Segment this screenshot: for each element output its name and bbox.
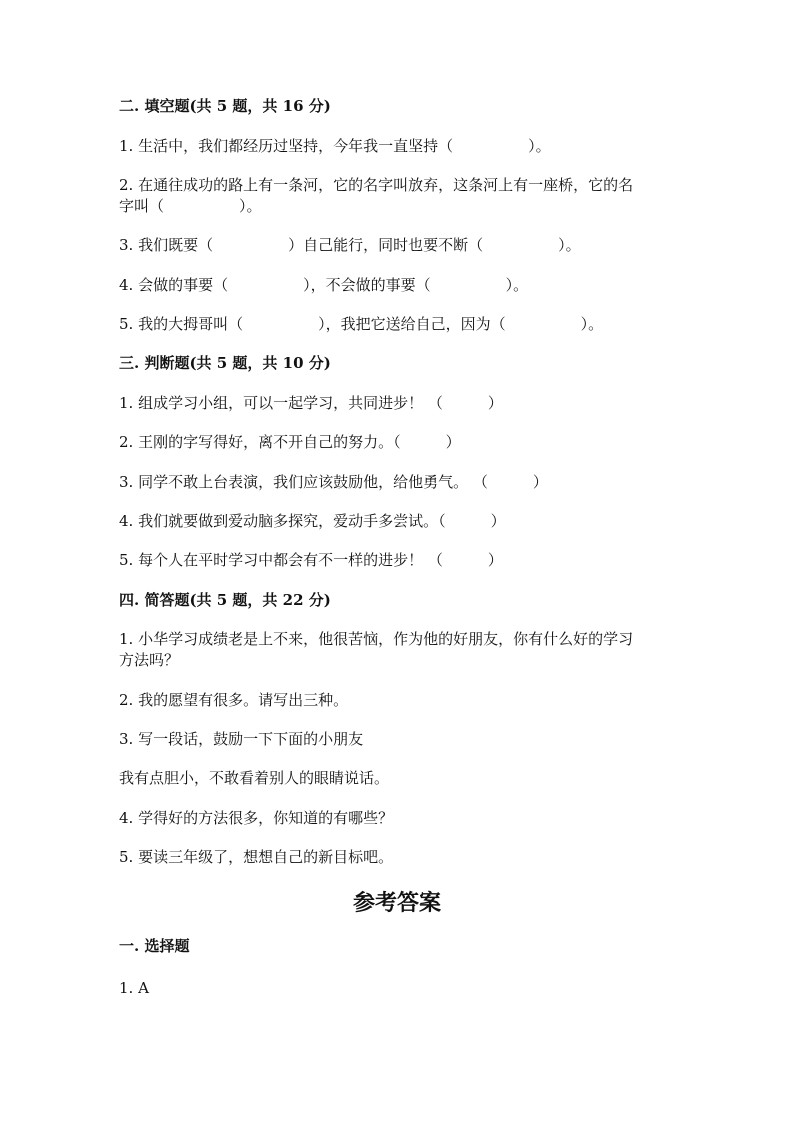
fill-question-4: 4. 会做的事要（ ），不会做的事要（ ）。 [119,276,529,294]
short-question-3-quote: 我有点胆小，不敢看着别人的眼睛说话。 [119,769,390,787]
fill-question-1: 1. 生活中，我们都经历过坚持，今年我一直坚持（ ）。 [119,137,551,155]
short-section-heading: 四. 简答题(共 5 题，共 22 分) [119,591,331,609]
short-question-1-line-1: 1. 小华学习成绩老是上不来，他很苦恼，作为他的好朋友，你有什么好的学习 [119,630,634,648]
judge-section-heading: 三. 判断题(共 5 题，共 10 分) [119,354,331,372]
answers-title: 参考答案 [352,890,441,916]
short-question-1-line-2: 方法吗？ [119,651,180,669]
fill-section-heading: 二. 填空题(共 5 题，共 16 分) [119,97,331,115]
fill-question-5: 5. 我的大拇哥叫（ ），我把它送给自己，因为（ ）。 [119,315,604,333]
judge-question-4: 4. 我们就要做到爱动脑多探究，爱动手多尝试。（ ） [119,512,506,530]
fill-question-3: 3. 我们既要（ ）自己能行，同时也要不断（ ）。 [119,236,581,254]
short-question-3: 3. 写一段话，鼓励一下下面的小朋友 [119,730,364,748]
judge-question-3: 3. 同学不敢上台表演，我们应该鼓励他，给他勇气。 （ ） [119,473,548,491]
judge-question-5: 5. 每个人在平时学习中都会有不一样的进步！ （ ） [119,551,503,569]
judge-question-1: 1. 组成学习小组，可以一起学习，共同进步！ （ ） [119,394,503,412]
judge-question-2: 2. 王刚的字写得好，离不开自己的努力。（ ） [119,433,461,451]
fill-question-2-line-1: 2. 在通往成功的路上有一条河，它的名字叫放弃，这条河上有一座桥，它的名 [119,176,634,194]
answer-1: 1. A [119,979,149,997]
short-question-5: 5. 要读三年级了，想想自己的新目标吧。 [119,848,394,866]
short-question-4: 4. 学得好的方法很多，你知道的有哪些？ [119,809,394,827]
fill-question-2-line-2: 字叫（ ）。 [119,197,262,215]
answers-section-heading: 一. 选择题 [119,937,190,955]
short-question-2: 2. 我的愿望有很多。请写出三种。 [119,691,349,709]
